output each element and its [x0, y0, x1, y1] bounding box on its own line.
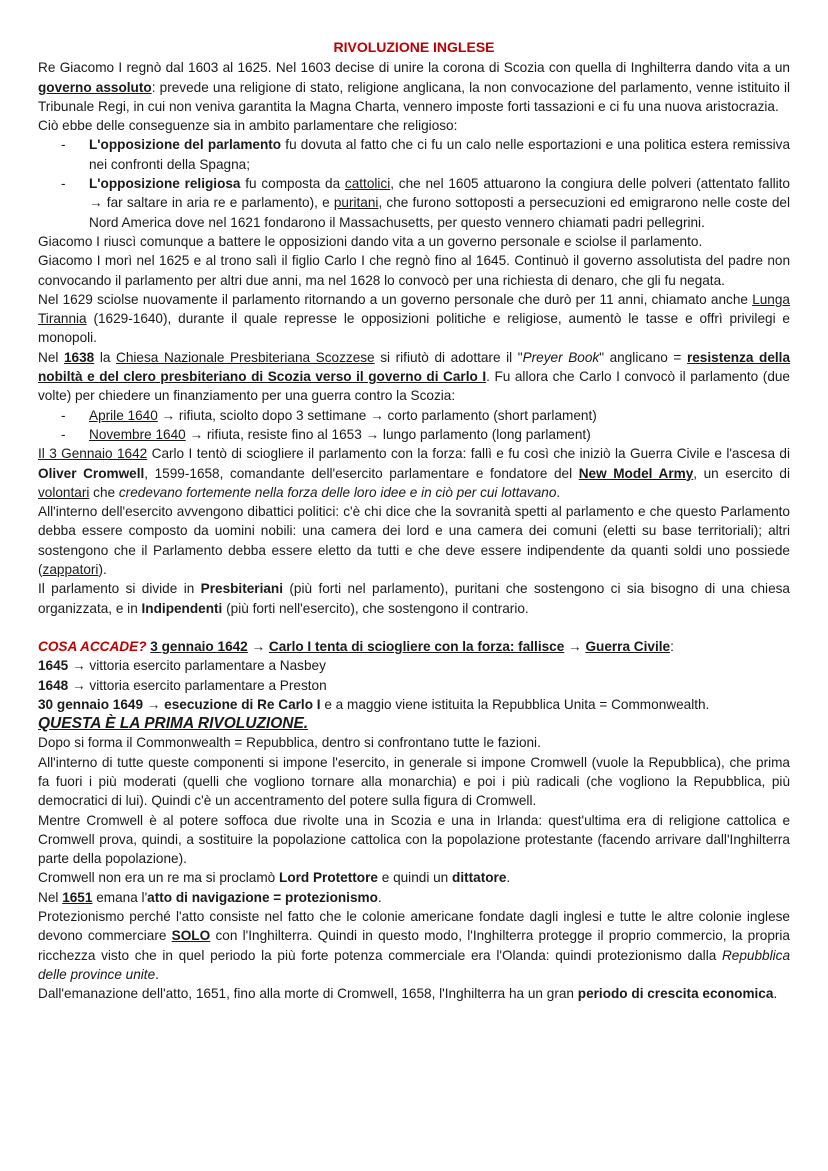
term-opposizione-parlamento: L'opposizione del parlamento [89, 137, 282, 153]
text-span: , che nel 1605 attuarono la congiura delle polveri (attentato fallito → far saltare in aria re e parlamento), e [89, 176, 790, 211]
arrow-separator: → [564, 638, 586, 654]
term-resistenza: resistenza della nobiltà e del clero presbiteriano di Scozia verso il governo di Carlo I [38, 349, 791, 385]
text-span: fu dovuta al fatto che ci fu un calo nelle esportazioni e una politica estera remissiva nei confronti della Spagna; [89, 137, 791, 172]
text-span: : prevede una religione di stato, religione anglicana, la non convocazione del parlamento, venne istituito il Tribunale Regi, in cui non veniva garantita la Magna Charta, vennero imposte forti tassazioni e ci fu una nuova aristocrazia. [38, 79, 791, 114]
list-item-novembre-1640 [38, 425, 790, 444]
text-span: → vittoria esercito parlamentare a Preston [68, 677, 327, 693]
opposition-list [38, 135, 790, 231]
date-1648: 1648 [38, 677, 69, 693]
text-span: che [89, 484, 119, 500]
text-span: Cromwell non era un re ma si proclamò [38, 870, 280, 886]
paragraph-commonwealth: Dopo si forma il Commonwealth = Repubblica, dentro si confrontano tutte le fazioni. [38, 735, 541, 751]
section-gap [38, 618, 790, 637]
paragraph-atto-navigazione [38, 888, 790, 907]
text-span: → rifiuta, sciolto dopo 3 settimane → corto parlamento (short parlament) [157, 407, 597, 423]
timeline-1645 [38, 656, 790, 675]
text-span: , che furono sottoposti a persecuzioni ed emigrarono nelle coste del Nord America dove nel 1621 fondarono il Massachusetts, per questo vennero chiamati padri pellegrini. [89, 195, 790, 230]
page-title: RIVOLUZIONE INGLESE [333, 39, 495, 55]
text-span: Nel [38, 349, 64, 365]
document-page [38, 38, 790, 1004]
paragraph-lunga-tirannia [38, 290, 790, 348]
paragraph-conseguenze: Ciò ebbe delle conseguenze sia in ambito parlamentare che religioso: [38, 118, 458, 134]
text-span: Protezionismo perché l'atto consiste nel fatto che le colonie americane fondate dagli inglesi e tutte le altre colonie inglese devono commerciare [38, 909, 790, 944]
date-novembre-1640: Novembre 1640 [89, 426, 186, 442]
term-dittatore: dittatore [452, 870, 507, 886]
text-span: , un esercito di [693, 465, 791, 481]
term-guerra-civile: Guerra Civile [585, 638, 671, 654]
text-span: → vittoria esercito parlamentare a Nasbey [68, 658, 326, 674]
term-presbiteriani: Presbiteriani [200, 581, 284, 597]
term-opposizione-religiosa: L'opposizione religiosa [89, 176, 241, 192]
term-province-unite: Repubblica delle province unite [38, 947, 790, 982]
paragraph-protezionismo [38, 907, 790, 984]
paragraph-crescita [38, 984, 790, 1003]
date-3-gennaio-1642: Il 3 Gennaio 1642 [38, 446, 148, 462]
text-span: Dall'emanazione dell'atto, 1651, fino alla morte di Cromwell, 1658, l'Inghilterra ha un gran [38, 986, 578, 1002]
term-oliver-cromwell: Oliver Cromwell [38, 465, 145, 481]
text-span: . [155, 966, 159, 982]
heading-cosa-accade: COSA ACCADE? [38, 638, 147, 654]
parliament-list [38, 406, 790, 445]
text-span: e a maggio viene istituita la Repubblica Unita = Commonwealth. [320, 696, 710, 712]
text-span: (più forti nell'esercito), che sostengono il contrario. [222, 600, 529, 616]
text-span: All'interno dell'esercito avvengono dibattici politici: c'è chi dice che la sovranità spetti al parlamento e che questo Parlamento debba essere composto da uomini nobili: una camera dei lord e una camera dei comuni (eletti su base territoriali); altri sostengono che il Parlamento debba essere eletto da tutti e che deve essere indipendente da quanti soldi uno possiede ( [38, 504, 790, 578]
text-span: Re Giacomo I regnò dal 1603 al 1625. Nel 1603 decise di unire la corona di Scozia con quella di Inghilterra dando vita a un [38, 60, 790, 76]
quote-ideals: credevano fortemente nella forza delle loro idee e in ciò per cui lottavano [118, 484, 557, 500]
date-1645: 1645 [38, 658, 69, 674]
date-3-gennaio-1642-b: 3 gennaio 1642 [150, 638, 248, 654]
text-span: . [556, 484, 561, 500]
paragraph-dibattiti [38, 502, 790, 579]
text-span: : [670, 638, 674, 654]
paragraph-guerra-civile [38, 444, 790, 502]
paragraph-governo-personale: Giacomo I riuscì comunque a battere le opposizioni dando vita a un governo personale e sciolse il parlamento. [38, 233, 703, 249]
text-span: (più forti nel parlamento), puritani che sostengono ci sia bisogno di una chiesa organizzata, e in [38, 581, 790, 616]
paragraph-rivolte: Mentre Cromwell è al potere soffoca due rivolte una in Scozia e una in Irlanda: quest'ultima era di religione cattolica e Cromwell prova, quindi, a sostituire la popolazione cattolica con la popolazione protestante (facendo arrivare dall'Inghilterra parte della popolazione). [38, 812, 790, 867]
term-preyer-book: Preyer Book [522, 349, 600, 365]
text-span: ). [98, 562, 107, 578]
heading-text: QUESTA È LA PRIMA RIVOLUZIONE. [38, 715, 309, 733]
text-span: con l'Inghilterra. Quindi in questo modo, l'Inghilterra protegge il proprio commercio, la propria ricchezza visto che in quel periodo la più forte potenza commerciale era l'Olanda: quindi protezionismo dalla [38, 928, 790, 963]
term-volontari: volontari [38, 484, 90, 500]
term-fallisce: Carlo I tenta di sciogliere con la forza: fallisce [268, 638, 565, 654]
term-new-model-army: New Model Army [578, 465, 694, 481]
text-span: . Fu allora che Carlo I convocò il parlamento (due volte) per chiedere un finanziamento per una guerra contro la Scozia: [38, 369, 790, 404]
term-atto-navigazione: atto di navigazione = protezionismo [147, 889, 378, 905]
term-lunga-tirannia: Lunga Tirannia [38, 291, 790, 327]
term-chiesa-presbiteriana: Chiesa Nazionale Presbiteriana Scozzese [116, 349, 375, 365]
term-solo: SOLO [171, 928, 211, 944]
heading-prima-rivoluzione [38, 714, 790, 733]
text-span: si rifiutò di adottare il " [374, 349, 523, 365]
text-span: . [773, 986, 778, 1002]
term-crescita-economica: periodo di crescita economica [577, 986, 774, 1002]
text-span: Carlo I tentò di sciogliere il parlamento con la forza: fallì e fu così che iniziò la Guerra Civile e l'ascesa di [147, 446, 790, 462]
text-span: (1629-1640), durante il quale represse le opposizioni politiche e religiose, aumentò le tasse e offrì privilegi e monopoli. [38, 311, 790, 346]
text-span: la [94, 349, 117, 365]
list-item-opposizione-religiosa [38, 174, 790, 232]
term-puritani: puritani [333, 195, 379, 211]
text-span: " anglicano = [599, 349, 687, 365]
paragraph-esercito: All'interno di tutte queste componenti si impone l'esercito, in generale si impone Cromwell (vuole la Repubblica), che prima fa fuori i più moderati (quelli che vogliono tornare alla monarchia) e poi i più radicali (che vogliono la Repubblica, più democratici di lui). Quindi c'è un accentramento del potere sulla figura di Cromwell. [38, 754, 790, 809]
text-span: Il parlamento si divide in [38, 581, 201, 597]
term-zappatori: zappatori [42, 562, 99, 578]
paragraph-lord-protettore [38, 868, 790, 887]
text-span: , 1599-1658, comandante dell'esercito parlamentare e fondatore del [144, 465, 579, 481]
text-span: . [377, 889, 382, 905]
paragraph-carlo-i: Giacomo I morì nel 1625 e al trono salì il figlio Carlo I che regnò fino al 1645. Continuò il governo assolutista del padre non convocando il parlamento per altri due anni, ma nel 1628 lo convocò per una richiesta di denaro, che gli fu negata. [38, 253, 790, 288]
text-span: e quindi un [377, 870, 453, 886]
date-1651: 1651 [62, 889, 93, 905]
term-cattolici: cattolici [344, 176, 391, 192]
term-indipendenti: Indipendenti [141, 600, 223, 616]
term-lord-protettore: Lord Protettore [279, 870, 378, 886]
date-1649: 30 gennaio 1649 → esecuzione di Re Carlo I [38, 696, 321, 712]
text-span: fu composta da [240, 176, 345, 192]
date-1638: 1638 [64, 349, 95, 365]
date-aprile-1640: Aprile 1640 [89, 407, 158, 423]
timeline-1649 [38, 695, 790, 714]
text-span: . [506, 870, 511, 886]
text-span: Nel [38, 889, 63, 905]
text-span: → rifiuta, resiste fino al 1653 → lungo parlamento (long parlament) [185, 426, 591, 442]
timeline-1648 [38, 676, 790, 695]
list-item-aprile-1640 [38, 406, 790, 425]
term-governo-assoluto: governo assoluto [38, 79, 152, 95]
paragraph-divisione-parlamento [38, 579, 790, 618]
list-item-opposizione-parlamento [38, 135, 790, 174]
text-span: emana l' [92, 889, 148, 905]
paragraph-1638 [38, 348, 790, 406]
paragraph-giacomo-i [38, 58, 790, 116]
arrow-separator: → [247, 638, 269, 654]
section-cosa-accade [38, 637, 790, 656]
text-span: Nel 1629 sciolse nuovamente il parlamento ritornando a un governo personale che durò per 11 anni, chiamato anche [38, 291, 753, 307]
